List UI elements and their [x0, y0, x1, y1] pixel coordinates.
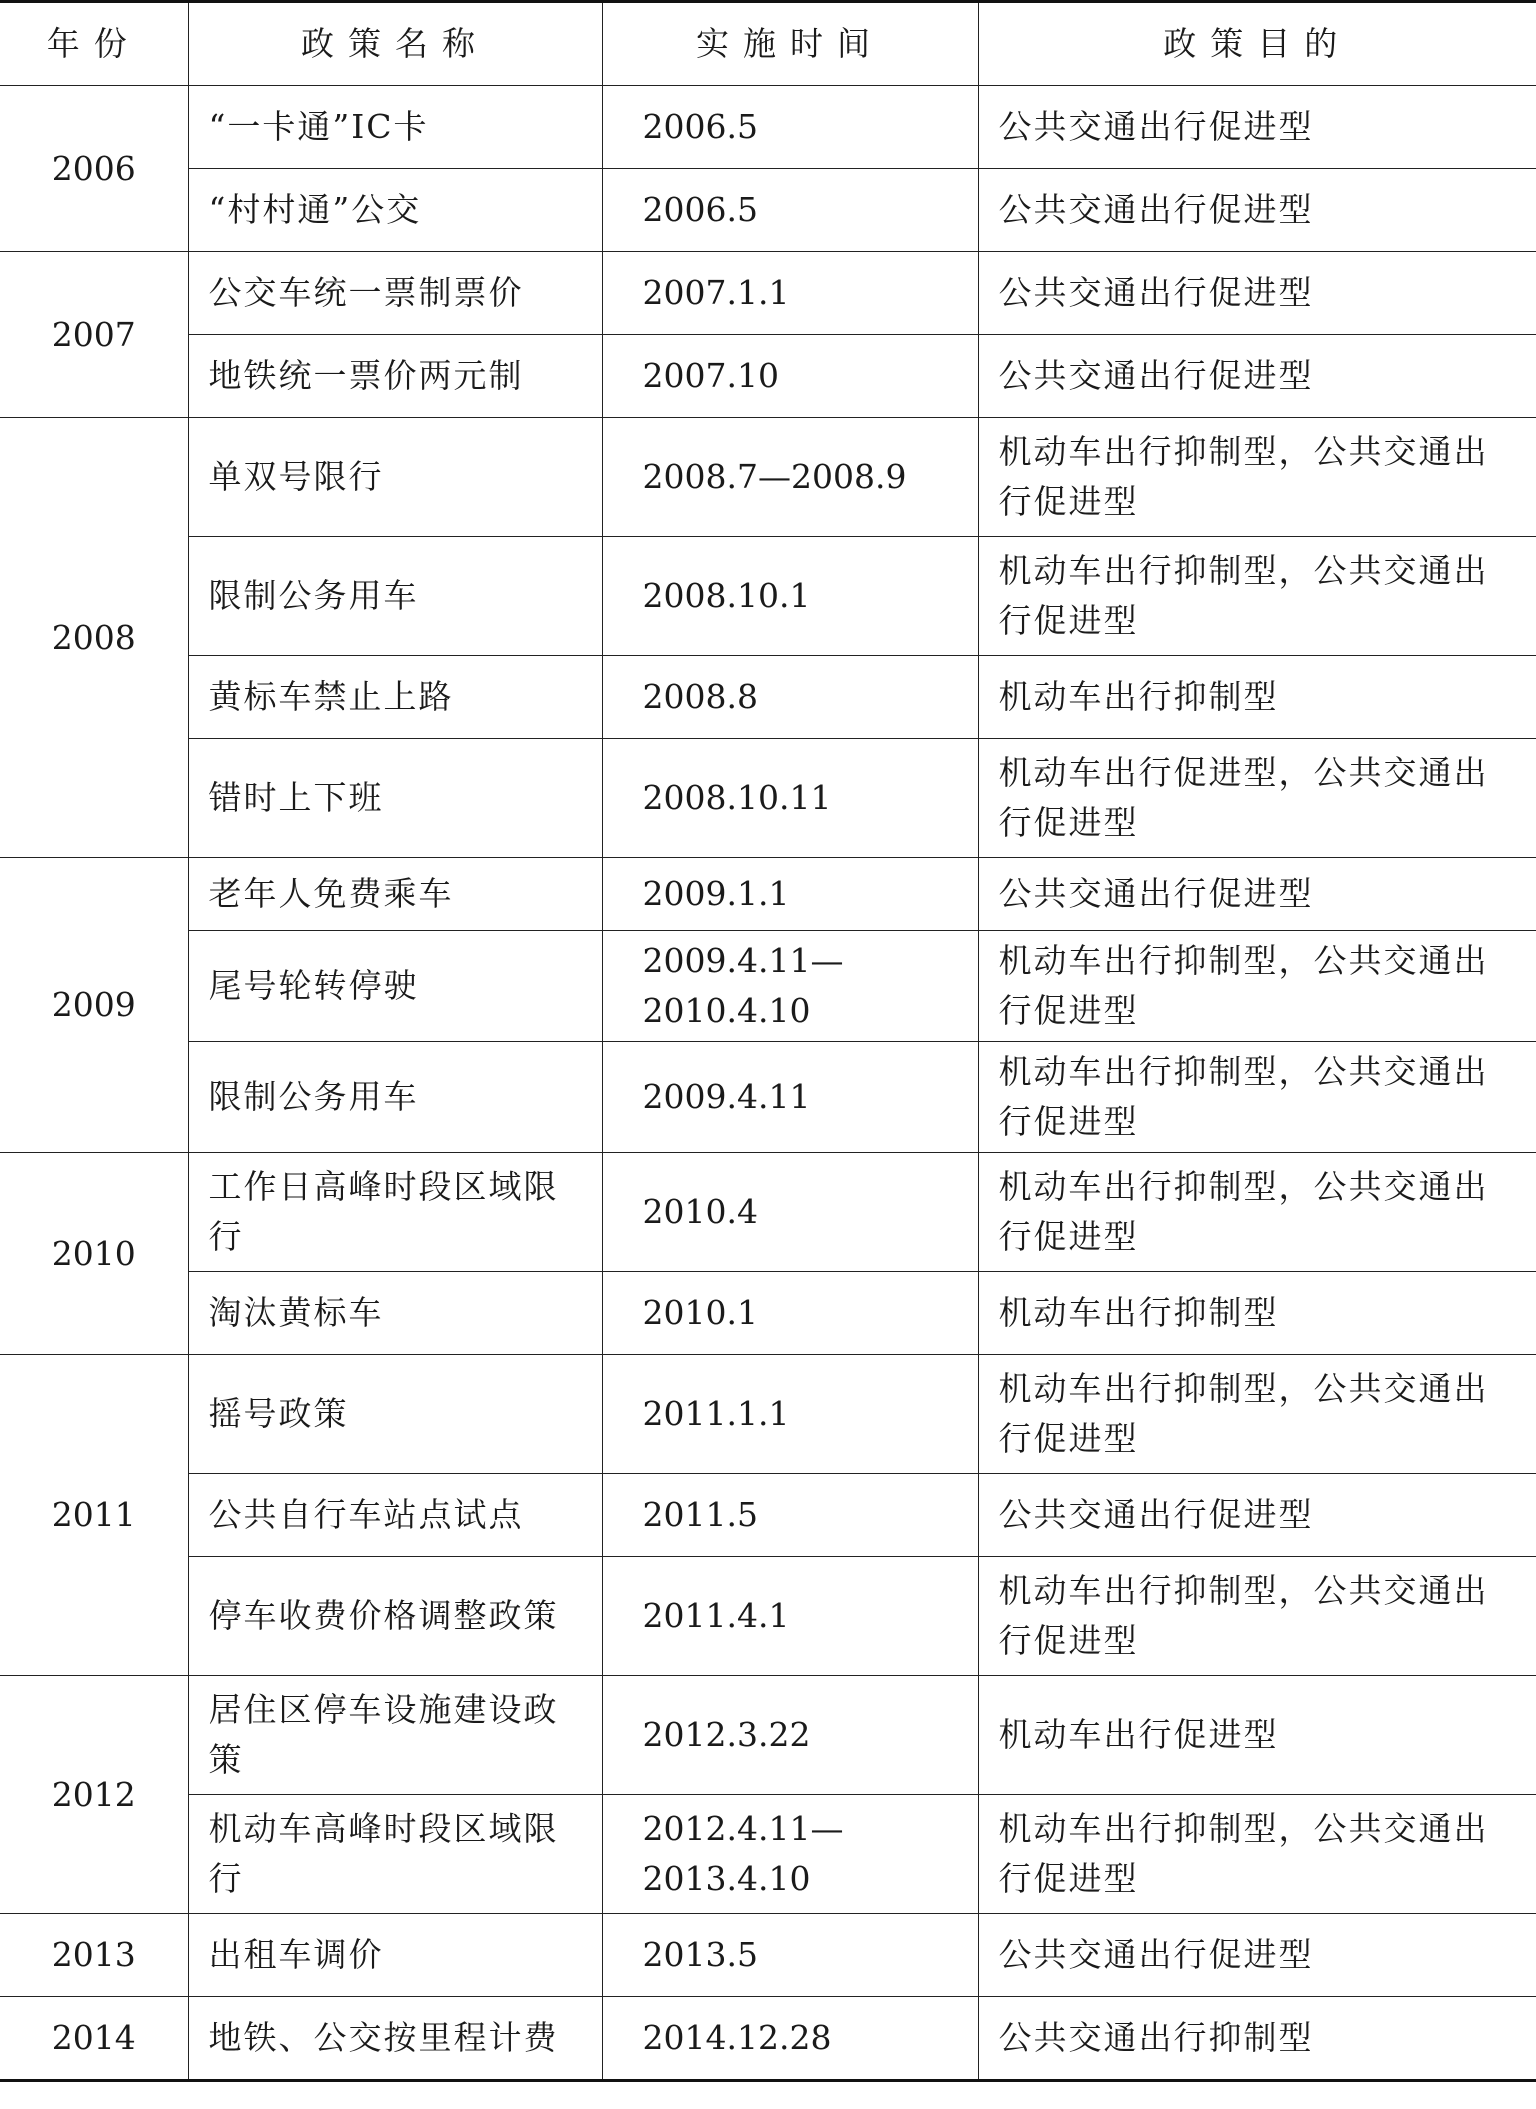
goal-cell: 公共交通出行促进型	[978, 1914, 1536, 1997]
goal-cell: 机动车出行抑制型，公共交通出行促进型	[978, 1795, 1536, 1914]
year-cell: 2007	[0, 252, 188, 418]
time-cell: 2006.5	[602, 86, 978, 169]
table-row	[0, 1153, 1536, 1272]
policy-name-cell: 尾号轮转停驶	[188, 931, 602, 1042]
goal-cell: 机动车出行促进型	[978, 1676, 1536, 1795]
table-row	[0, 86, 1536, 169]
time-cell: 2009.1.1	[602, 858, 978, 931]
policy-name-cell: 停车收费价格调整政策	[188, 1557, 602, 1676]
goal-cell: 公共交通出行促进型	[978, 1474, 1536, 1557]
goal-cell: 公共交通出行促进型	[978, 86, 1536, 169]
goal-cell: 公共交通出行抑制型	[978, 1997, 1536, 2081]
time-cell: 2014.12.28	[602, 1997, 978, 2081]
table-row	[0, 858, 1536, 931]
time-cell: 2011.4.1	[602, 1557, 978, 1676]
policy-name-cell: 公共自行车站点试点	[188, 1474, 602, 1557]
table-row	[0, 1914, 1536, 1997]
year-cell: 2006	[0, 86, 188, 252]
time-cell: 2009.4.11—2010.4.10	[602, 931, 978, 1042]
time-cell: 2009.4.11	[602, 1042, 978, 1153]
policy-name-cell: 老年人免费乘车	[188, 858, 602, 931]
goal-cell: 机动车出行抑制型，公共交通出行促进型	[978, 418, 1536, 537]
goal-cell: 机动车出行抑制型，公共交通出行促进型	[978, 1355, 1536, 1474]
time-cell: 2012.4.11—2013.4.10	[602, 1795, 978, 1914]
table-row	[0, 1355, 1536, 1474]
time-cell: 2013.5	[602, 1914, 978, 1997]
year-cell: 2011	[0, 1355, 188, 1676]
policy-name-cell: “村村通”公交	[188, 169, 602, 252]
table-row	[0, 1042, 1536, 1153]
table-row	[0, 739, 1536, 858]
table-row	[0, 418, 1536, 537]
table-row	[0, 1795, 1536, 1914]
time-cell: 2008.7—2008.9	[602, 418, 978, 537]
goal-cell: 机动车出行促进型，公共交通出行促进型	[978, 739, 1536, 858]
policy-name-cell: 限制公务用车	[188, 537, 602, 656]
time-cell: 2010.1	[602, 1272, 978, 1355]
policy-name-cell: 摇号政策	[188, 1355, 602, 1474]
time-cell: 2012.3.22	[602, 1676, 978, 1795]
policy-name-cell: 居住区停车设施建设政策	[188, 1676, 602, 1795]
table-row	[0, 537, 1536, 656]
time-cell: 2011.5	[602, 1474, 978, 1557]
table-row	[0, 252, 1536, 335]
table-row	[0, 1676, 1536, 1795]
time-cell: 2008.8	[602, 656, 978, 739]
year-cell: 2008	[0, 418, 188, 858]
policy-name-cell: 地铁统一票价两元制	[188, 335, 602, 418]
policy-name-cell: 错时上下班	[188, 739, 602, 858]
header-row	[0, 2, 1536, 86]
goal-cell: 机动车出行抑制型，公共交通出行促进型	[978, 931, 1536, 1042]
goal-cell: 机动车出行抑制型	[978, 1272, 1536, 1355]
policy-name-cell: 淘汰黄标车	[188, 1272, 602, 1355]
table-row	[0, 931, 1536, 1042]
table-row	[0, 1997, 1536, 2081]
header-policy-goal: 政策目的	[978, 2, 1536, 86]
header-year: 年份	[0, 2, 188, 86]
policy-name-cell: 地铁、公交按里程计费	[188, 1997, 602, 2081]
goal-cell: 机动车出行抑制型	[978, 656, 1536, 739]
policy-name-cell: 工作日高峰时段区域限行	[188, 1153, 602, 1272]
goal-cell: 公共交通出行促进型	[978, 169, 1536, 252]
time-cell: 2010.4	[602, 1153, 978, 1272]
policy-name-cell: 机动车高峰时段区域限行	[188, 1795, 602, 1914]
table-row	[0, 656, 1536, 739]
header-implementation-time: 实施时间	[602, 2, 978, 86]
time-cell: 2006.5	[602, 169, 978, 252]
policy-name-cell: 单双号限行	[188, 418, 602, 537]
table-row	[0, 335, 1536, 418]
policy-name-cell: 黄标车禁止上路	[188, 656, 602, 739]
year-cell: 2014	[0, 1997, 188, 2081]
table-row	[0, 169, 1536, 252]
time-cell: 2008.10.1	[602, 537, 978, 656]
goal-cell: 公共交通出行促进型	[978, 858, 1536, 931]
policy-name-cell: 出租车调价	[188, 1914, 602, 1997]
policy-name-cell: 限制公务用车	[188, 1042, 602, 1153]
table-row	[0, 1272, 1536, 1355]
goal-cell: 机动车出行抑制型，公共交通出行促进型	[978, 1153, 1536, 1272]
table-row	[0, 1557, 1536, 1676]
year-cell: 2009	[0, 858, 188, 1153]
policy-name-cell: 公交车统一票制票价	[188, 252, 602, 335]
year-cell: 2012	[0, 1676, 188, 1914]
goal-cell: 公共交通出行促进型	[978, 335, 1536, 418]
time-cell: 2008.10.11	[602, 739, 978, 858]
policy-name-cell: “一卡通”IC卡	[188, 86, 602, 169]
goal-cell: 公共交通出行促进型	[978, 252, 1536, 335]
time-cell: 2007.1.1	[602, 252, 978, 335]
year-cell: 2013	[0, 1914, 188, 1997]
header-policy-name: 政策名称	[188, 2, 602, 86]
goal-cell: 机动车出行抑制型，公共交通出行促进型	[978, 1557, 1536, 1676]
goal-cell: 机动车出行抑制型，公共交通出行促进型	[978, 1042, 1536, 1153]
table-row	[0, 1474, 1536, 1557]
goal-cell: 机动车出行抑制型，公共交通出行促进型	[978, 537, 1536, 656]
year-cell: 2010	[0, 1153, 188, 1355]
time-cell: 2011.1.1	[602, 1355, 978, 1474]
time-cell: 2007.10	[602, 335, 978, 418]
